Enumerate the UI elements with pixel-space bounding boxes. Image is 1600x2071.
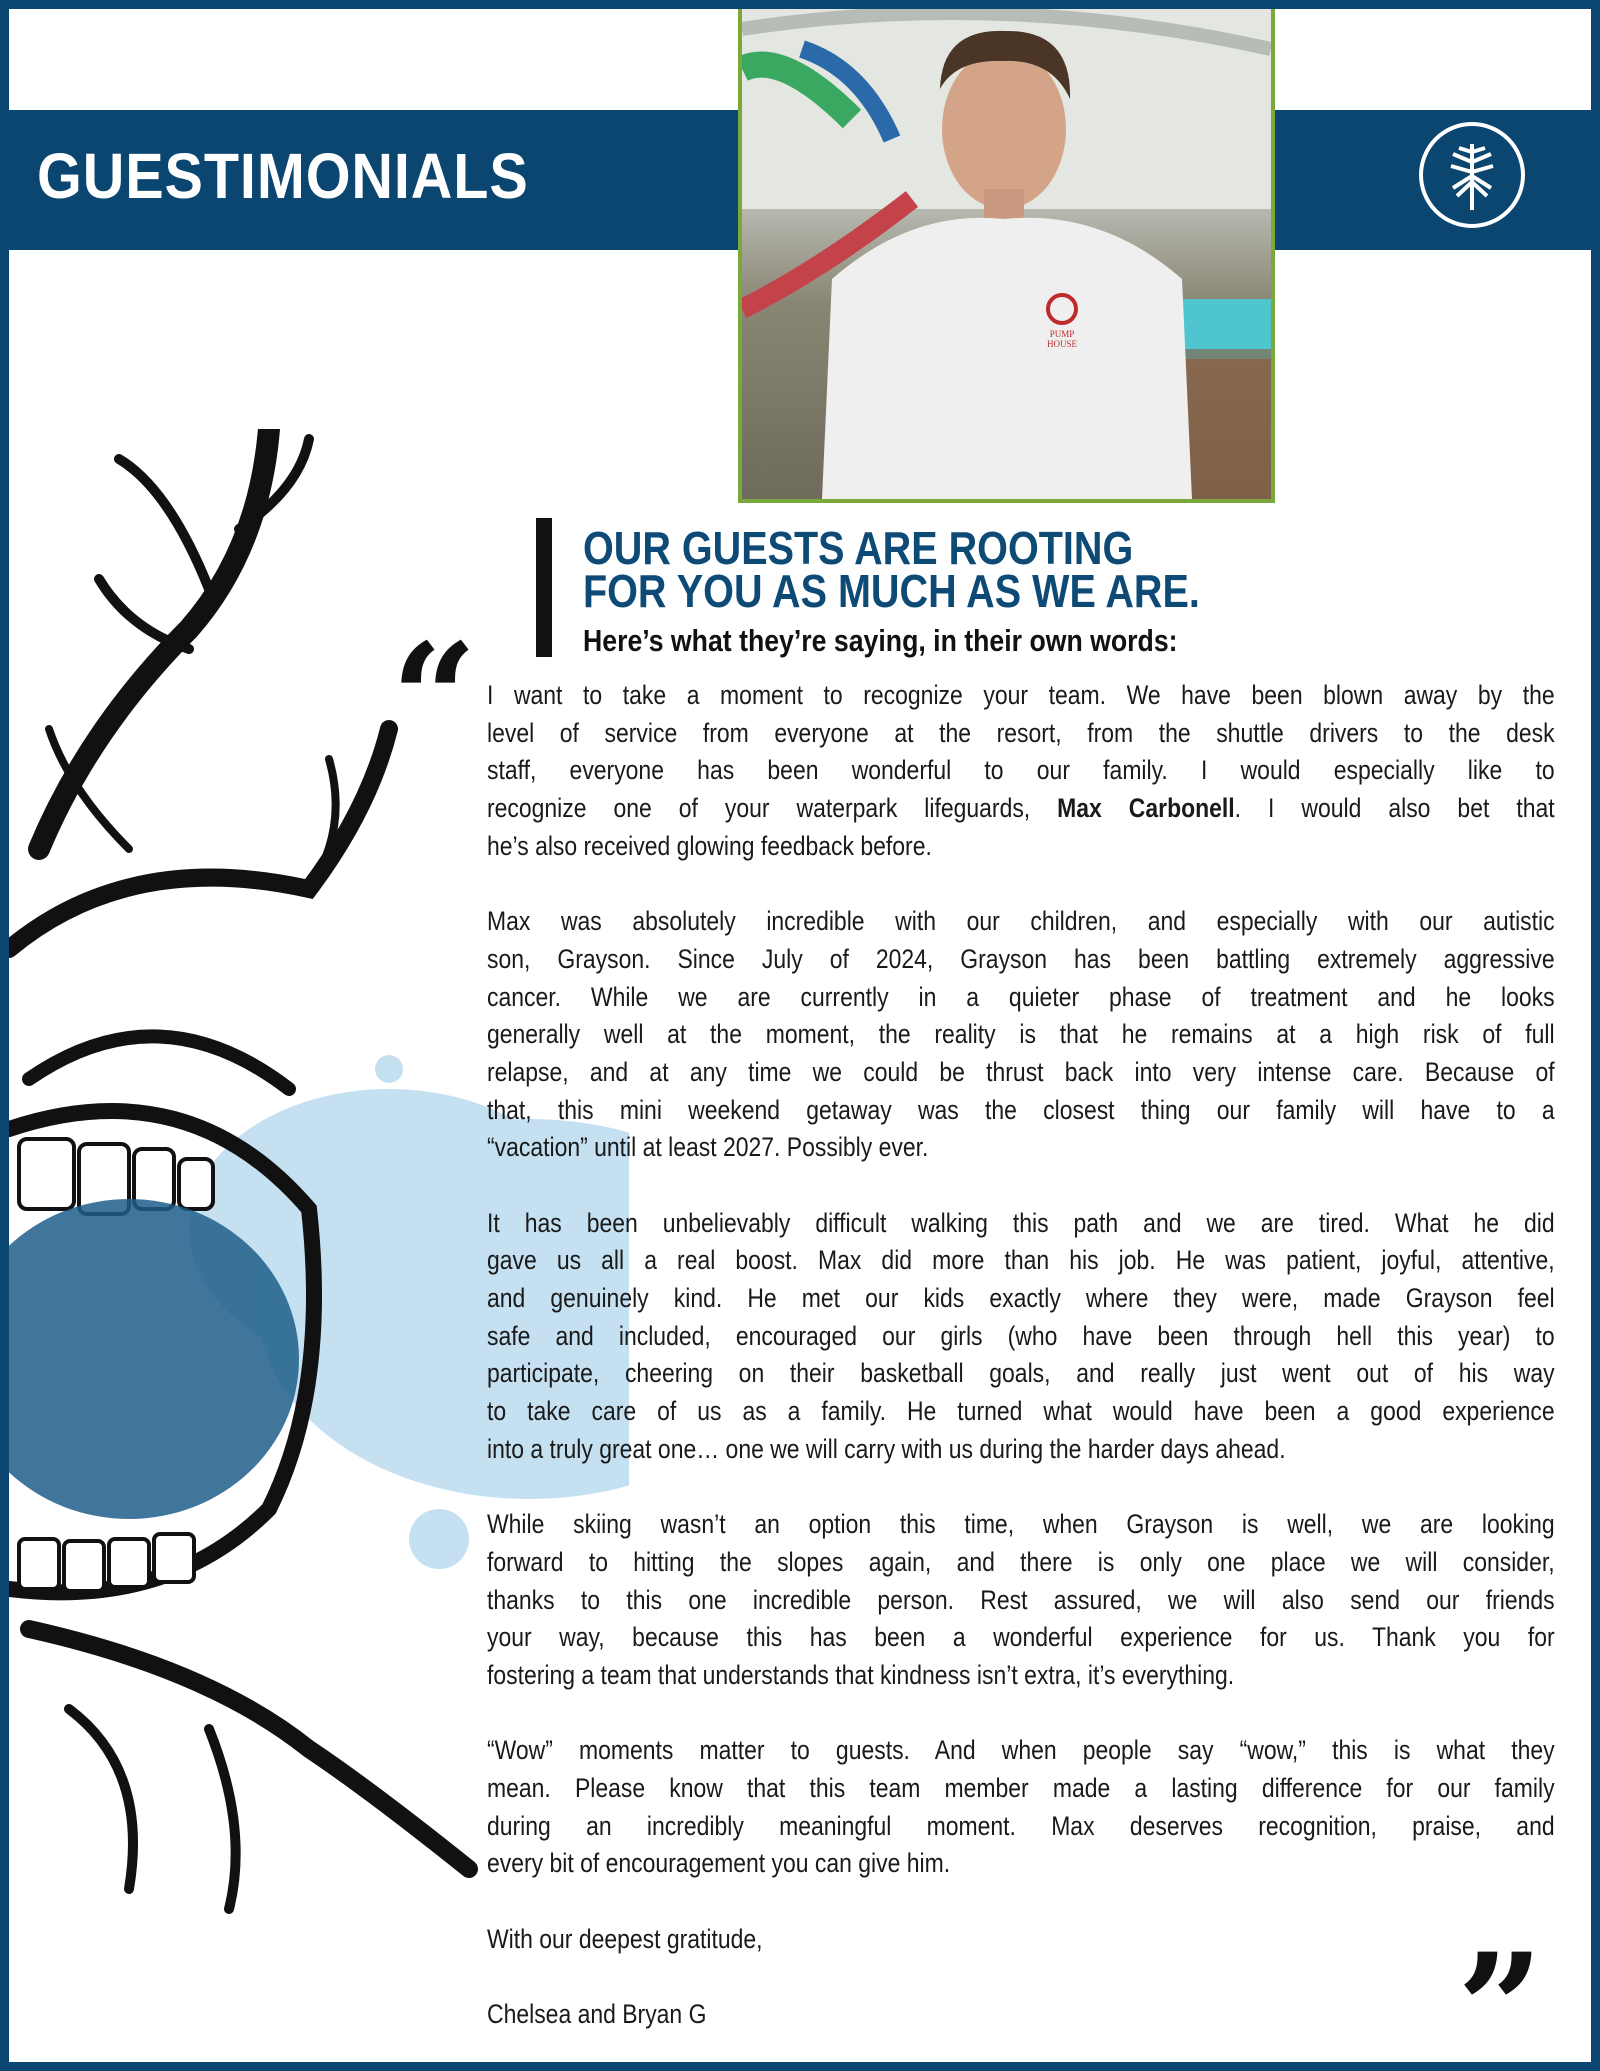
letter-line: While skiing wasn’t an option this time, when Grayson is well, we are looking xyxy=(487,1509,1555,1540)
letter-line: that, this mini weekend getaway was the closest thing our family will have to a xyxy=(487,1094,1555,1125)
letter-line: generally well at the moment, the reality is that he remains at a high risk of full xyxy=(487,1019,1555,1050)
paragraph-gap xyxy=(487,1468,1555,1506)
letter-line: relapse, and at any time we could be thrust back into very intense care. Because of xyxy=(487,1056,1555,1087)
paragraph-gap xyxy=(487,1167,1555,1205)
letter-line: and genuinely kind. He met our kids exactly where they were, made Grayson feel xyxy=(487,1283,1555,1313)
letter-line: cancer. While we are currently in a quieter phase of treatment and he looks xyxy=(487,981,1555,1012)
letter-line: With our deepest gratitude, xyxy=(487,1923,763,1954)
page-title: GUESTIMONIALS xyxy=(37,140,529,212)
letter-line: mean. Please know that this team member made a lasting difference for our family xyxy=(487,1772,1555,1803)
headline-accent-bar xyxy=(536,518,552,657)
page xyxy=(9,9,1591,2062)
letter-line: he’s also received glowing feedback before. xyxy=(487,830,932,861)
letter-line: every bit of encouragement you can give him. xyxy=(487,1848,951,1879)
letter-line: safe and included, encouraged our girls (who have been through hell this year) to xyxy=(487,1320,1555,1351)
letter-line: “Wow” moments matter to guests. And when people say “wow,” this is what they xyxy=(487,1735,1555,1766)
letter-text: . I would also bet that xyxy=(1234,793,1555,824)
letter-line: to take care of us as a family. He turned what would have been a good experience xyxy=(487,1396,1555,1427)
open-quote-icon: “ xyxy=(391,611,478,787)
snowflake-leaf-logo-icon xyxy=(1419,122,1525,228)
headline-line-1: OUR GUESTS ARE ROOTING xyxy=(583,522,1134,574)
letter-line: I want to take a moment to recognize your team. We have been blown away by the xyxy=(487,680,1555,710)
letter-line: into a truly great one… one we will carry with us during the harder days ahead. xyxy=(487,1433,1286,1464)
testimonial-letter xyxy=(487,677,1555,2034)
guest-photo-lifeguard xyxy=(738,9,1275,503)
letter-line: level of service from everyone at the resort, from the shuttle drivers to the desk xyxy=(487,717,1555,748)
lifeguard-name: Max Carbonell xyxy=(1057,793,1235,824)
letter-line: Chelsea and Bryan G xyxy=(487,1999,707,2030)
letter-line: thanks to this one incredible person. Rest assured, we will also send our friends xyxy=(487,1584,1555,1615)
letter-line: during an incredibly meaningful moment. Max deserves recognition, praise, and xyxy=(487,1810,1555,1841)
paragraph-gap xyxy=(487,1695,1555,1733)
letter-line: fostering a team that understands that kindness isn’t extra, it’s everything. xyxy=(487,1659,1235,1690)
letter-line: It has been unbelievably difficult walking this path and we are tired. What he did xyxy=(487,1207,1555,1238)
letter-line: Max was absolutely incredible with our children, and especially with our autistic xyxy=(487,906,1555,937)
letter-line: “vacation” until at least 2027. Possibly ever. xyxy=(487,1132,929,1163)
letter-line xyxy=(487,790,1555,828)
letter-line: participate, cheering on their basketball goals, and really just went out of his way xyxy=(487,1358,1555,1389)
subheadline: Here’s what they’re saying, in their own words: xyxy=(583,623,1178,658)
paragraph-gap xyxy=(487,1958,1555,1996)
headline xyxy=(583,522,1200,617)
letter-text: recognize one of your waterpark lifeguards, xyxy=(487,793,1058,824)
letter-line: your way, because this has been a wonderful experience for us. Thank you for xyxy=(487,1622,1555,1653)
paragraph-gap xyxy=(487,1883,1555,1921)
letter-line: forward to hitting the slopes again, and there is only one place we will consider, xyxy=(487,1546,1555,1577)
letter-line: staff, everyone has been wonderful to our family. I would especially like to xyxy=(487,755,1555,786)
close-quote-icon: ” xyxy=(1457,1921,1544,2062)
shirt-logo-text: PUMP HOUSE xyxy=(1046,329,1077,349)
headline-line-2: FOR YOU AS MUCH AS WE ARE. xyxy=(583,565,1200,617)
paragraph-gap xyxy=(487,865,1555,903)
letter-line: gave us all a real boost. Max did more than his job. He was patient, joyful, attentive, xyxy=(487,1245,1555,1276)
letter-line: son, Grayson. Since July of 2024, Grayson has been battling extremely aggressive xyxy=(487,943,1555,974)
